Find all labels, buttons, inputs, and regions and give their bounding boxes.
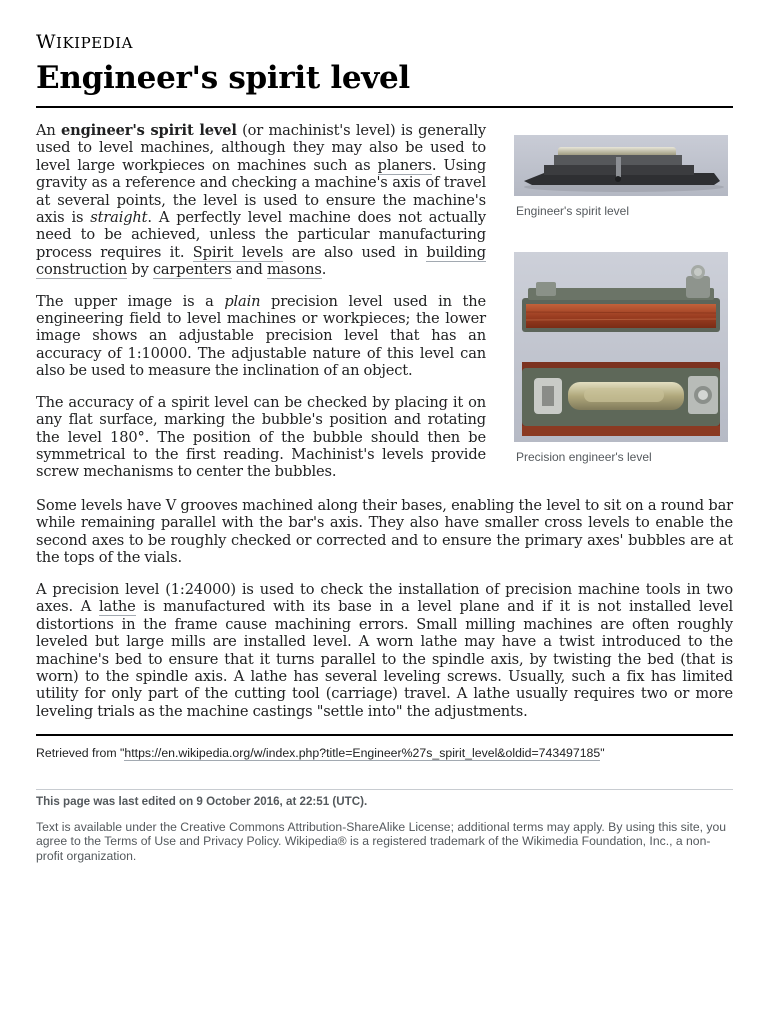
text: . bbox=[321, 261, 327, 279]
wikipedia-wordmark[interactable] bbox=[36, 31, 133, 53]
paragraph-v-grooves: Some levels have V grooves machined along their bases, enabling the level to sit on a round bar while remaining parallel with the bar's axis. They also have smaller cross levels to enable the second axes to be roughly checked or corrected and to ensure the primary axes' bubbles are at the tops of the vials. bbox=[36, 497, 733, 567]
retrieved-from bbox=[36, 746, 605, 760]
link-lathe[interactable]: lathe bbox=[99, 598, 136, 616]
text: by bbox=[127, 261, 153, 279]
text: A precision level (1:24000) is used to check the installation of precision machine tools in two axes. A bbox=[36, 581, 733, 616]
text: is manufactured with its base in a level plane and if it is not installed level distortions in the frame cause machining errors. Small milling machines are often roughly leveled but large mills are installed level. A worn lathe may have a twist introduced to the machine's bed to ensure that it turns parallel to the spindle axis, by twisting the bed (that is worn) to the spindle axis. A lathe has several leveling screws. Usually, such a fix has limited utility for only part of the cutting tool (carriage) travel. A lathe usually requires two or more leveling trials as the machine castings "settle into" the adjustments. bbox=[36, 598, 733, 720]
precision-level-image[interactable] bbox=[514, 252, 728, 442]
link-building-construction[interactable]: building construction bbox=[36, 243, 487, 279]
last-edited-notice: This page was last edited on 9 October 2016, at 22:51 (UTC). bbox=[36, 795, 368, 808]
paragraph-intro bbox=[36, 122, 486, 279]
text: " bbox=[600, 746, 605, 760]
title-divider bbox=[36, 106, 733, 108]
figure-precision-level bbox=[514, 252, 728, 464]
italic-term: plain bbox=[224, 292, 261, 310]
link-planers[interactable]: planers bbox=[377, 156, 432, 174]
text: . Using gravity as a reference and checking a machine's axis of travel at several points, the level is used to ensure the machine's axis is bbox=[36, 156, 487, 227]
license-notice: Text is available under the Creative Commons Attribution-ShareAlike License; additional terms may apply. By using this site, you agree to the Terms of Use and Privacy Policy. Wikipedia® is a registered trademark of the Wikimedia Foundation, Inc., a non-profit organization. bbox=[36, 820, 727, 863]
figure-caption-2: Precision engineer's level bbox=[516, 450, 652, 464]
paragraph-precision-level bbox=[36, 581, 733, 720]
text: (or machinist's level) is generally used to level machines, although they may also be used to level large workpieces on machines such as bbox=[36, 122, 486, 174]
link-carpenters[interactable]: carpenters bbox=[152, 261, 232, 279]
wordmark-initial: W bbox=[36, 31, 57, 53]
article-body-narrow bbox=[36, 122, 486, 495]
footer-thin-divider bbox=[36, 789, 733, 790]
italic-term: straight bbox=[90, 209, 148, 227]
text: The upper image is a bbox=[36, 292, 225, 310]
retrieved-url-link[interactable]: https://en.wikipedia.org/w/index.php?title=Engineer%27s_spirit_level&oldid=743497185 bbox=[124, 746, 601, 760]
text: Retrieved from " bbox=[36, 746, 125, 760]
paragraph-images-description bbox=[36, 293, 486, 380]
paragraph-accuracy: The accuracy of a spirit level can be checked by placing it on any flat surface, marking the bubble's position and rotating the level 180°. The position of the bubble should then be symmetrical to the first reading. Machinist's levels provide screw mechanisms to center the bubbles. bbox=[36, 393, 486, 481]
text: are also used in bbox=[283, 243, 427, 261]
text: and bbox=[231, 261, 267, 279]
spirit-level-image[interactable] bbox=[514, 135, 728, 196]
page-title: Engineer's spirit level bbox=[36, 60, 410, 96]
text: An bbox=[36, 122, 61, 139]
link-masons[interactable]: masons bbox=[266, 261, 322, 279]
text: precision level used in the engineering field to level machines or workpieces; the lower image shows an adjustable precision level that has an accuracy of 1:10000. The adjustable nature of this level can also be used to measure the inclination of an object. bbox=[36, 292, 486, 380]
wordmark-rest: IKIPEDIA bbox=[56, 34, 133, 52]
footer-divider bbox=[36, 734, 733, 736]
article-body-full-2 bbox=[36, 581, 733, 720]
bold-term: engineer's spirit level bbox=[61, 122, 237, 139]
figure-caption-1: Engineer's spirit level bbox=[516, 204, 630, 218]
text: . A perfectly level machine does not actually need to be achieved, unless the particular manufacturing process requires it. bbox=[36, 209, 486, 261]
article-body-full-1 bbox=[36, 497, 733, 567]
figure-spirit-level bbox=[514, 135, 728, 218]
link-spirit-levels[interactable]: Spirit levels bbox=[192, 243, 284, 261]
